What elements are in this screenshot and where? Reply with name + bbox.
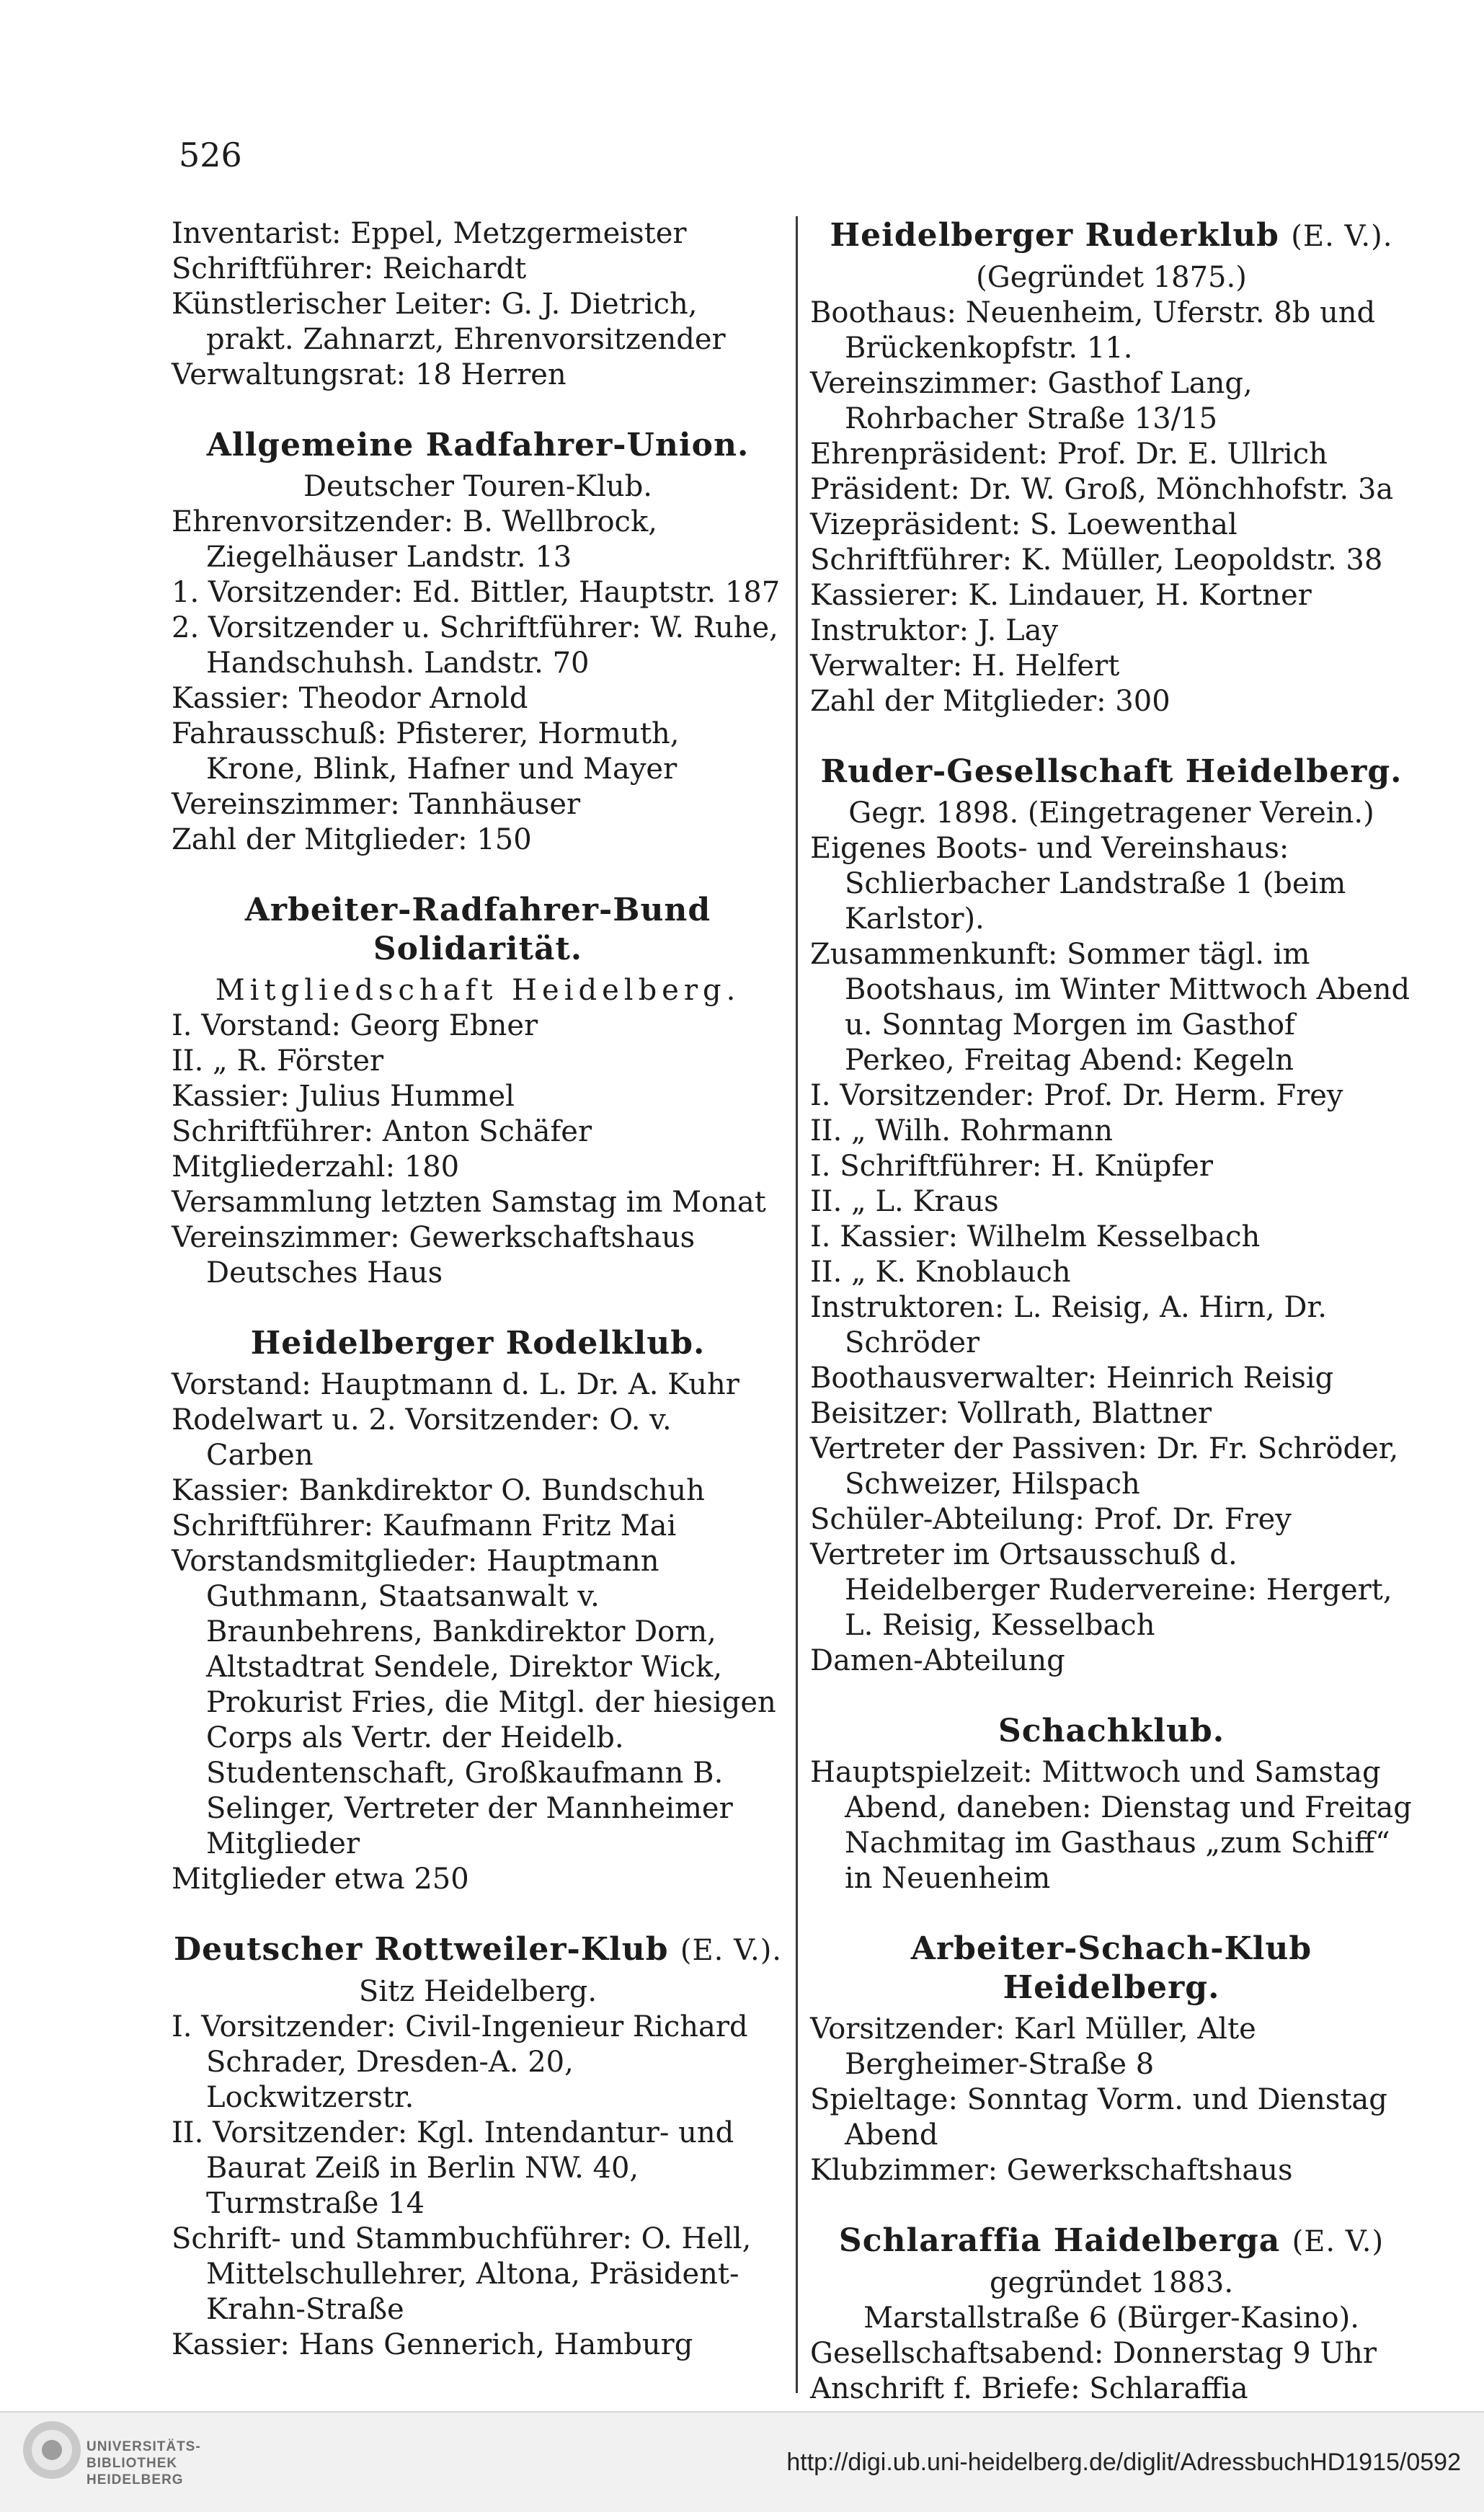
entry-line: Hauptspielzeit: Mittwoch und Samstag Abend, daneben: Dienstag und Freitag Nachmitag im Gasthaus „zum Schiff“ in Neuenheim [810, 1756, 1412, 1895]
entry-line: Schriftführer: Anton Schäfer [172, 1115, 592, 1148]
entry-line: Inventarist: Eppel, Metzgermeister [172, 217, 687, 250]
seal-icon [16, 2414, 88, 2486]
heading-suffix: (E. V.) [1292, 2225, 1385, 2258]
entry-line: 2. Vorsitzender u. Schriftführer: W. Ruhe, Handschuhsh. Landstr. 70 [172, 611, 778, 680]
entry-line: Spieltage: Sonntag Vorm. und Dienstag Abend [810, 2083, 1387, 2152]
entry-line: Schriftführer: Reichardt [172, 252, 527, 285]
entry-line: Kassier: Hans Gennerich, Hamburg [172, 2328, 693, 2361]
heading-title: Ruder-Gesellschaft Heidelberg. [820, 753, 1403, 790]
source-url-link[interactable]: http://digi.ub.uni-heidelberg.de/diglit/AdressbuchHD1915/0592 [786, 2449, 1461, 2476]
section-heading [810, 2222, 1413, 2261]
directory-section [810, 1930, 1413, 2188]
directory-section [810, 216, 1413, 719]
section-subtitle: Mitgliedschaft Heidelberg. [215, 974, 741, 1007]
directory-section [172, 891, 784, 1291]
entry-line: Boothausverwalter: Heinrich Reisig [810, 1362, 1334, 1395]
logo-line: HEIDELBERG [86, 2472, 184, 2487]
entry-line: Verwalter: H. Helfert [810, 649, 1120, 683]
entry-line: Verwaltungsrat: 18 Herren [172, 358, 567, 391]
entry-line: Klubzimmer: Gewerkschaftshaus [810, 2154, 1293, 2187]
entry-line: I. Kassier: Wilhelm Kesselbach [810, 1220, 1261, 1253]
entry-line: Gesellschaftsabend: Donnerstag 9 Uhr [810, 2337, 1377, 2370]
section-heading [810, 1712, 1413, 1751]
heading-title: Arbeiter-Radfahrer-Bund Solidarität. [244, 892, 711, 967]
directory-section [810, 2222, 1413, 2442]
heading-title: Schlaraffia Haidelberga [838, 2222, 1281, 2259]
directory-section [810, 1712, 1413, 1896]
entry-line: Vorstand: Hauptmann d. L. Dr. A. Kuhr [172, 1368, 739, 1401]
entry-line: Fahrausschuß: Pfisterer, Hormuth, Krone, Blink, Hafner und Mayer [172, 717, 680, 786]
section-heading [172, 1930, 784, 1970]
heading-title: Allgemeine Radfahrer-Union. [206, 427, 750, 463]
entry-line: Zahl der Mitglieder: 300 [810, 685, 1170, 718]
heading-title: Arbeiter-Schach-Klub Heidelberg. [910, 1930, 1312, 2006]
entry-line: II. „ R. Förster [172, 1044, 384, 1078]
entry-line: Vertreter im Ortsausschuß d. Heidelberger Rudervereine: Hergert, L. Reisig, Kesselbach [810, 1538, 1392, 1642]
entry-line: II. „ L. Kraus [810, 1185, 999, 1218]
directory-section [172, 216, 784, 393]
entry-line: Kassier: Theodor Arnold [172, 682, 528, 715]
section-subtitle: gegründet 1883. [989, 2266, 1234, 2299]
logo-line: UNIVERSITÄTS- [86, 2439, 201, 2454]
entry-line: Vertreter der Passiven: Dr. Fr. Schröder, Schweizer, Hilspach [810, 1432, 1399, 1501]
entry-line: Schüler-Abteilung: Prof. Dr. Frey [810, 1503, 1292, 1536]
heading-title: Deutscher Rottweiler-Klub [173, 1931, 669, 1968]
entry-line: Damen-Abteilung [810, 1644, 1065, 1677]
entry-line: Ehrenvorsitzender: B. Wellbrock, Ziegelhäuser Landstr. 13 [172, 505, 657, 574]
section-heading [810, 753, 1413, 791]
entry-line: Anschrift f. Briefe: Schlaraffia [810, 2372, 1248, 2405]
library-logo-text [86, 2438, 201, 2488]
entry-line: Künstlerischer Leiter: G. J. Dietrich, prakt. Zahnarzt, Ehrenvorsitzender [172, 288, 726, 356]
entry-line: Rodelwart u. 2. Vorsitzender: O. v. Carben [172, 1403, 672, 1472]
logo-line: BIBLIOTHEK [86, 2456, 178, 2471]
entry-line: Vereinszimmer: Tannhäuser [172, 788, 581, 821]
heading-suffix: (E. V.). [1291, 220, 1393, 253]
directory-section [172, 1930, 784, 2363]
directory-section [172, 426, 784, 858]
section-subtitle: Marstallstraße 6 (Bürger-Kasino). [863, 2302, 1359, 2335]
entry-line: I. Schriftführer: H. Knüpfer [810, 1150, 1213, 1183]
entry-line: Zusammenkunft: Sommer tägl. im Bootshaus, im Winter Mittwoch Abend u. Sonntag Morgen im Gasthof Perkeo, Freitag Abend: Kegeln [810, 938, 1410, 1077]
heading-title: Heidelberger Ruderklub [830, 217, 1279, 254]
entry-line: I. Vorsitzender: Prof. Dr. Herm. Frey [810, 1079, 1343, 1112]
entry-line: Mitgliederzahl: 180 [172, 1150, 460, 1184]
entry-line: II. Vorsitzender: Kgl. Intendantur- und Baurat Zeiß in Berlin NW. 40, Turmstraße 14 [172, 2116, 734, 2220]
column-divider [796, 216, 798, 2393]
entry-line: I. Vorstand: Georg Ebner [172, 1009, 538, 1042]
entry-line: I. Vorsitzender: Civil-Ingenieur Richard Schrader, Dresden-A. 20, Lockwitzerstr. [172, 2010, 748, 2114]
section-heading [172, 1324, 784, 1363]
entry-line: Beisitzer: Vollrath, Blattner [810, 1397, 1212, 1430]
footer-bar [0, 2411, 1484, 2512]
entry-line: Kassierer: K. Lindauer, H. Kortner [810, 579, 1312, 612]
section-heading [172, 426, 784, 465]
entry-line: Boothaus: Neuenheim, Uferstr. 8b und Brückenkopfstr. 11. [810, 296, 1376, 365]
section-subtitle: Deutscher Touren-Klub. [303, 470, 653, 503]
entry-line: II. „ Wilh. Rohrmann [810, 1114, 1114, 1148]
entry-line: Vorstandsmitglieder: Hauptmann Guthmann, Staatsanwalt v. Braunbehrens, Bankdirektor Dorn, Altstadtrat Sendele, Direktor Wick, Prokurist Fries, die Mitgl. der hiesigen Corps als Vertr. der Heidelb. Studentenschaft, Großkaufmann B. Selinger, Vertreter der Mannheimer Mitglieder [172, 1545, 776, 1860]
entry-line: Schrift- und Stammbuchführer: O. Hell, Mittelschullehrer, Altona, Präsident-Krahn-Straße [172, 2222, 752, 2326]
directory-section [172, 1324, 784, 1897]
entry-line: Kassier: Julius Hummel [172, 1080, 515, 1113]
heading-title: Heidelberger Rodelklub. [250, 1325, 706, 1362]
entry-line: Instruktor: J. Lay [810, 614, 1059, 647]
left-column [172, 216, 784, 2396]
section-heading [810, 216, 1413, 256]
entry-line: Eigenes Boots- und Vereinshaus: Schlierbacher Landstraße 1 (beim Karlstor). [810, 832, 1346, 936]
heading-suffix: (E. V.). [680, 1934, 783, 1967]
library-logo-icon [16, 2414, 88, 2489]
section-subtitle: Gegr. 1898. (Eingetragener Verein.) [848, 796, 1374, 830]
section-heading [172, 891, 784, 969]
entry-line: Vereinszimmer: Gasthof Lang, Rohrbacher Straße 13/15 [810, 367, 1253, 435]
entry-line: Versammlung letzten Samstag im Monat [172, 1186, 766, 1219]
entry-line: Präsident: Dr. W. Groß, Mönchhofstr. 3a [810, 473, 1394, 506]
entry-line: Schriftführer: K. Müller, Leopoldstr. 38 [810, 543, 1383, 577]
entry-line: Vorsitzender: Karl Müller, Alte Bergheimer-Straße 8 [810, 2012, 1256, 2081]
right-column [810, 216, 1413, 2475]
section-subtitle: Sitz Heidelberg. [358, 1975, 597, 2008]
entry-line: Vizepräsident: S. Loewenthal [810, 508, 1238, 541]
page-number: 526 [179, 136, 242, 174]
entry-line: Instruktoren: L. Reisig, A. Hirn, Dr. Schröder [810, 1291, 1327, 1359]
section-heading [810, 1930, 1413, 2007]
entry-line: II. „ K. Knoblauch [810, 1256, 1071, 1289]
entry-line: Zahl der Mitglieder: 150 [172, 823, 532, 856]
heading-title: Schachklub. [998, 1713, 1225, 1749]
directory-section [810, 753, 1413, 1679]
entry-line: Mitglieder etwa 250 [172, 1863, 469, 1896]
entry-line: Schriftführer: Kaufmann Fritz Mai [172, 1509, 677, 1543]
entry-line: Ehrenpräsident: Prof. Dr. E. Ullrich [810, 438, 1328, 471]
entry-line: Vereinszimmer: Gewerkschaftshaus Deutsches Haus [172, 1221, 696, 1290]
entry-line: 1. Vorsitzender: Ed. Bittler, Hauptstr. 187 [172, 576, 781, 609]
entry-line: Kassier: Bankdirektor O. Bundschuh [172, 1474, 705, 1507]
section-subtitle: (Gegründet 1875.) [976, 261, 1247, 294]
